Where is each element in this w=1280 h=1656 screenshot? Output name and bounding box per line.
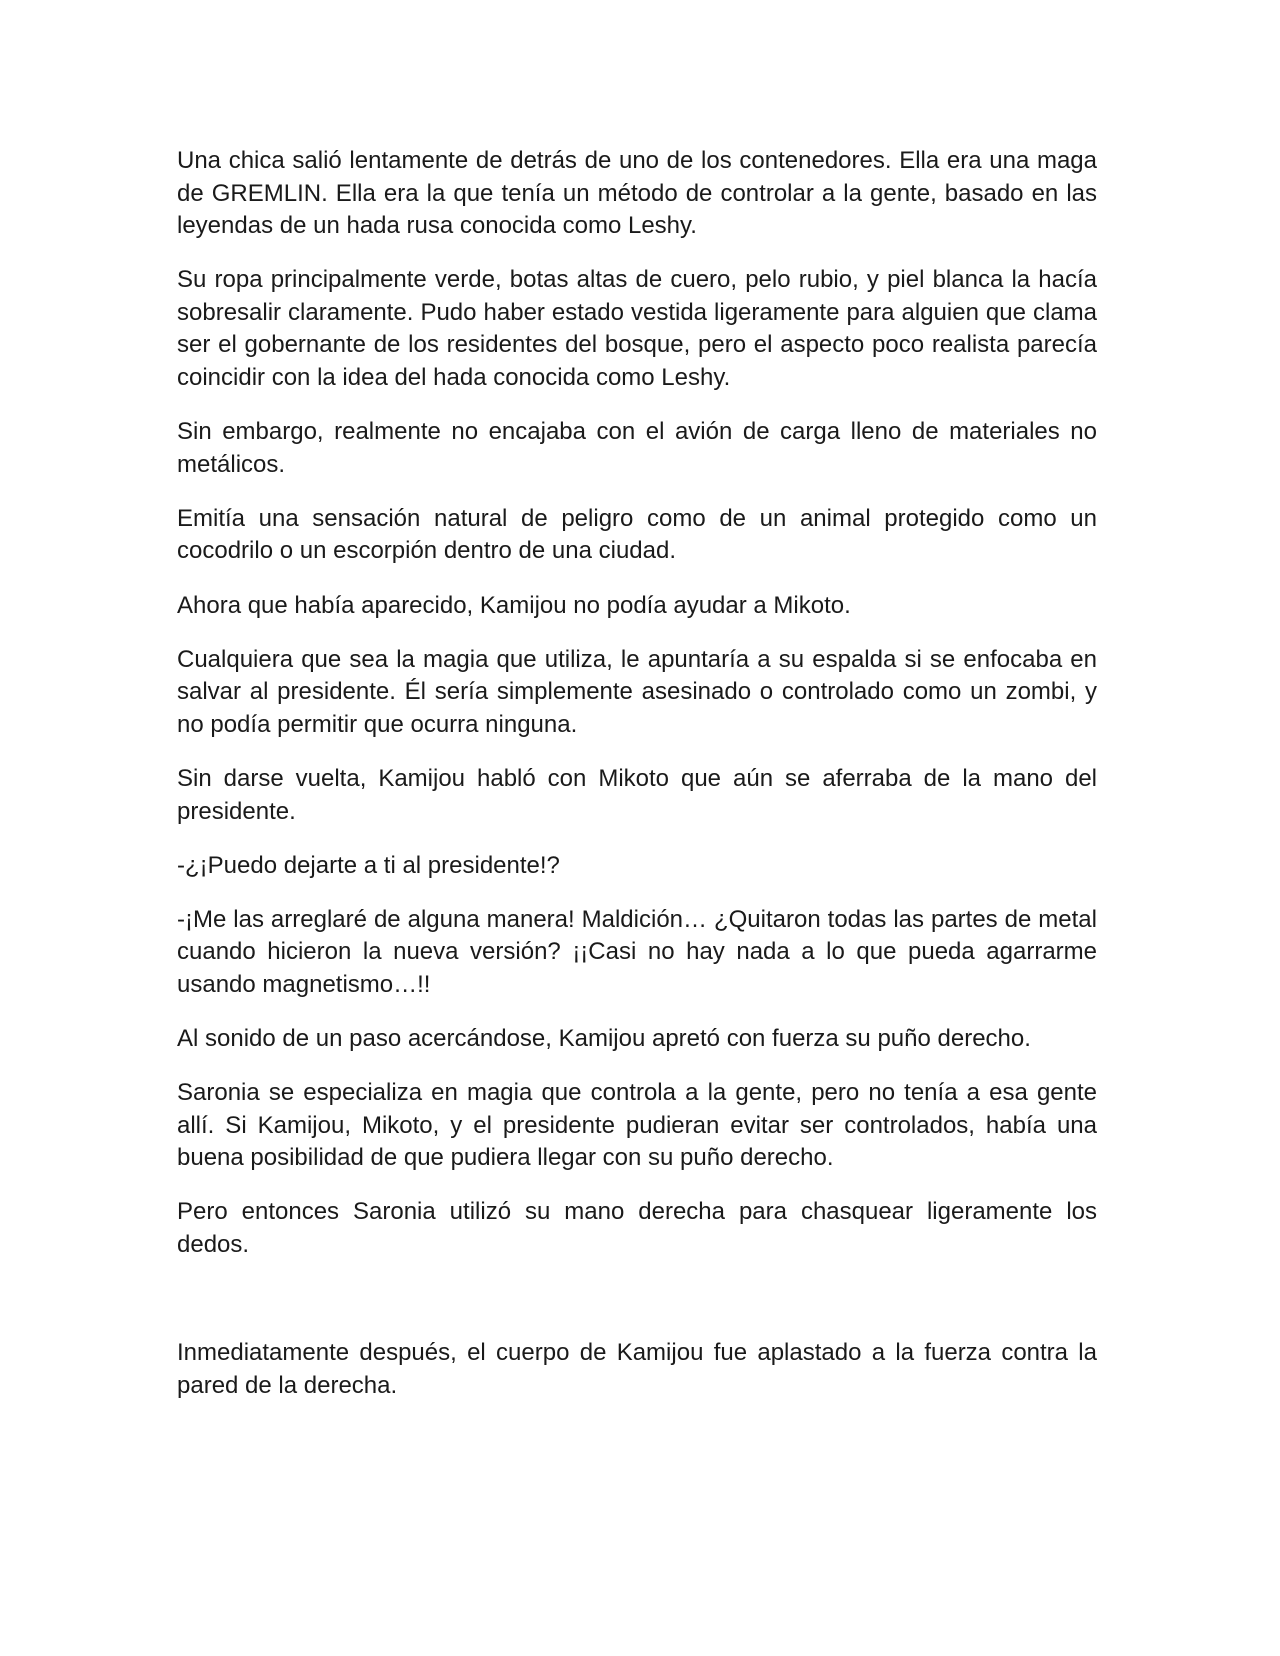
paragraph: Pero entonces Saronia utilizó su mano derecha para chasquear ligeramente los dedos. [177,1198,1097,1258]
dialogue-line: -¡Me las arreglaré de alguna manera! Maldición… ¿Quitaron todas las partes de metal cuando hicieron la nueva versión? ¡¡Casi no hay nada a lo que pueda agarrarme usando magnetismo…!! [177,905,1097,998]
paragraph: Ahora que había aparecido, Kamijou no podía ayudar a Mikoto. [177,591,851,619]
document-body [177,145,1097,1424]
scene-break [177,1283,1097,1337]
paragraph: Una chica salió lentamente de detrás de uno de los contenedores. Ella era una maga de GREMLIN. Ella era la que tenía un método de controlar a la gente, basado en las leyendas de un hada rusa conocida como Leshy. [177,147,1097,240]
paragraph: Cualquiera que sea la magia que utiliza, le apuntaría a su espalda si se enfocaba en salvar al presidente. Él sería simplemente asesinado o controlado como un zombi, y no podía permitir que ocurra ninguna. [177,645,1097,738]
paragraph: Inmediatamente después, el cuerpo de Kamijou fue aplastado a la fuerza contra la pared de la derecha. [177,1339,1097,1399]
dialogue-line: -¿¡Puedo dejarte a ti al presidente!? [177,851,560,879]
paragraph: Saronia se especializa en magia que controla a la gente, pero no tenía a esa gente allí. Si Kamijou, Mikoto, y el presidente pudieran evitar ser controlados, había una buena posibilidad de que pudiera llegar con su puño derecho. [177,1079,1097,1172]
paragraph: Emitía una sensación natural de peligro como de un animal protegido como un cocodrilo o un escorpión dentro de una ciudad. [177,504,1097,565]
paragraph: Al sonido de un paso acercándose, Kamijou apretó con fuerza su puño derecho. [177,1024,1031,1052]
paragraph: Sin darse vuelta, Kamijou habló con Mikoto que aún se aferraba de la mano del presidente. [177,764,1097,825]
paragraph: Su ropa principalmente verde, botas altas de cuero, pelo rubio, y piel blanca la hacía sobresalir claramente. Pudo haber estado vestida ligeramente para alguien que clama ser el gobernante de los residentes del bosque, pero el aspecto poco realista parecía coincidir con la idea del hada conocida como Leshy. [177,266,1097,392]
paragraph: Sin embargo, realmente no encajaba con el avión de carga lleno de materiales no metálicos. [177,418,1097,478]
